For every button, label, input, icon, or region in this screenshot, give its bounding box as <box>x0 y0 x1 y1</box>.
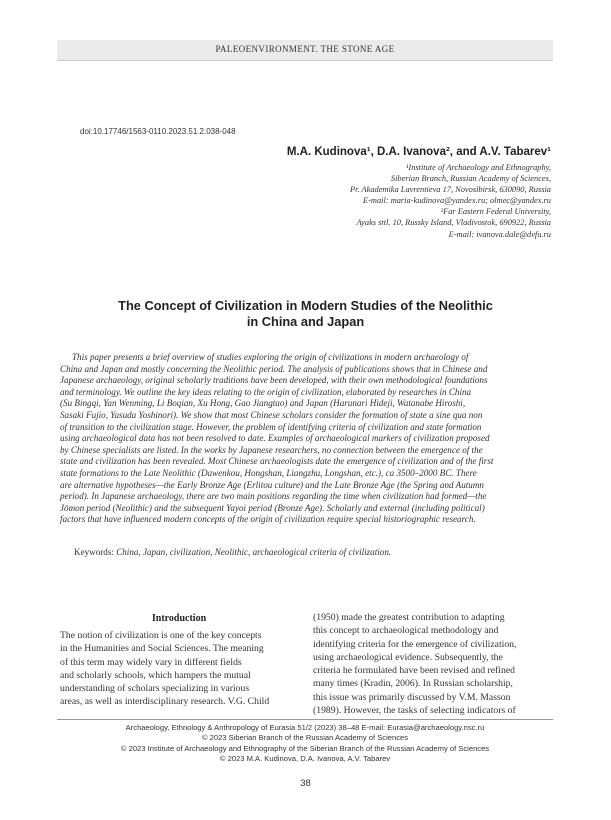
title-line: The Concept of Civilization in Modern Studies of the Neolithic <box>118 298 493 313</box>
body-line: (1950) made the greatest contribution to adapting <box>313 612 505 623</box>
body-line: this issue was primarily discussed by V.M. Masson <box>313 691 511 703</box>
paper-title <box>60 298 551 330</box>
affiliation-line: Siberian Branch, Russian Academy of Sciences, <box>390 174 551 184</box>
authors: M.A. Kudinova¹, D.A. Ivanova², and A.V. Tabarev¹ <box>286 146 551 158</box>
abstract-line: This paper presents a brief overview of studies exploring the origin of civilizations in modern archaeology of <box>72 352 469 362</box>
running-head: PALEOENVIRONMENT. THE STONE AGE <box>215 44 395 54</box>
abstract-line: state and civilization has been revealed. Most Chinese archaeologists date the emergence of civilization and of the first <box>60 456 494 467</box>
affiliations <box>350 162 551 240</box>
abstract-line: factors that have influenced modern concepts of the origin of civilization require special historiographic research. <box>60 514 476 525</box>
abstract-line: China and Japan and mostly concerning the Neolithic period. The analysis of publications shows that in Chinese and <box>60 363 488 374</box>
page-number: 38 <box>300 778 311 789</box>
abstract-line: are alternative hypotheses—the Early Bronze Age (Erlitou culture) and the Late Bronze Age (the Spring and Autumn <box>60 479 484 490</box>
abstract-line: Japanese archaeology, original scholarly traditions have been developed, with their own methodological foundations <box>60 375 488 386</box>
abstract-line: state formations to the Late Neolithic (Dawenkou, Hongshan, Liangzhu, Longshan, etc.), ca 3500–2000 BC. There <box>60 467 477 478</box>
left-column <box>60 629 300 709</box>
body-line: of this term may widely vary in different fields <box>60 656 242 668</box>
footer <box>57 723 553 764</box>
footer-journal-line: Archaeology, Ethnology & Anthropology of Eurasia 51/2 (2023) 38–48 E-mail: Eurasia@archaeology.nsc.ru <box>125 723 485 732</box>
affiliation-line: ¹Institute of Archaeology and Ethnography, <box>405 163 551 172</box>
abstract-line: Jōmon period (Neolithic) and the subsequent Yayoi period (Bronze Age). Scholarly and external (including political) <box>60 502 485 513</box>
body-line: this concept to archaeological methodology and <box>313 625 499 637</box>
title-line: in China and Japan <box>246 314 365 329</box>
abstract-line: period). In Japanese archaeology, there are two main positions regarding the time when civilization had formed—the <box>60 491 487 502</box>
abstract-line: Sasaki Fujio, Yasuda Yoshinori). We show that most Chinese scholars consider the formation of state a sine qua non <box>60 409 483 420</box>
keywords <box>74 547 391 557</box>
right-column <box>313 611 553 717</box>
body-line: in the Humanities and Social Sciences. The meaning <box>60 643 264 655</box>
abstract-line: by Chinese specialists are listed. In the works by Japanese researchers, no connection between the emergence of the <box>60 444 483 455</box>
running-head-band <box>57 40 553 61</box>
keywords-label: Keywords: <box>74 547 117 557</box>
footer-copyright-line: © 2023 M.A. Kudinova, D.A. Ivanova, A.V. Tabarev <box>219 753 391 763</box>
body-line: identifying criteria for the emergence of civilization, <box>313 638 517 650</box>
affiliation-line: ²Far Eastern Federal University, <box>440 207 551 217</box>
doi-line: doi:10.17746/1563-0110.2023.51.2.038-048 <box>80 127 236 136</box>
body-line: using archaeological evidence. Subsequently, the <box>313 651 503 663</box>
body-line: understanding of scholars specializing in various <box>60 683 250 695</box>
abstract-line: and terminology. We outline the key ideas relating to the origin of civilization, elaborated by researches in China <box>60 386 472 397</box>
body-line: many times (Kradin, 2006). In Russian scholarship, <box>313 678 513 690</box>
keywords-list: China, Japan, civilization, Neolithic, archaeological criteria of civilization. <box>116 547 392 557</box>
body-line: The notion of civilization is one of the key concepts <box>60 630 262 641</box>
affiliation-email: E-mail: maria-kudinova@yandex.ru; olmec@yandex.ru <box>363 196 551 206</box>
affiliation-line: Pr. Akademika Lavrentieva 17, Novosibirsk, 630090, Russia <box>350 185 551 195</box>
abstract <box>60 352 551 526</box>
body-line: (1989). However, the tasks of selecting indicators of <box>313 705 516 717</box>
section-heading-introduction: Introduction <box>151 613 207 624</box>
body-line: and scholarly schools, which hampers the mutual <box>60 669 251 681</box>
abstract-line: of transition to the civilization stage. However, the problem of identifying criteria of civilization and state formation <box>60 421 482 432</box>
affiliation-email: E-mail: ivanova.dale@dvfu.ru <box>448 229 551 239</box>
body-line: criteria he formulated have been revised and refined <box>313 665 515 677</box>
footer-copyright-line: © 2023 Institute of Archaeology and Ethnography of the Siberian Branch of the Russian Academy of Sciences <box>120 743 490 753</box>
abstract-line: using archaeological data has not been resolved to date. Examples of archaeological markers of civilization proposed <box>60 433 490 444</box>
footer-divider <box>57 719 553 720</box>
body-line: areas, as well as interdisciplinary research. V.G. Child <box>60 696 270 708</box>
footer-copyright-line: © 2023 Siberian Branch of the Russian Academy of Sciences <box>201 733 409 743</box>
affiliation-line: Ayaks sttl. 10, Russky Island, Vladivostok, 690922, Russia <box>356 218 551 228</box>
abstract-line: (Su Bingqi, Yan Wenming, Li Boqian, Xu Hong, Gao Jiangtao) and Japan (Harunari Hideji, Watanabe Hiroshi, <box>60 398 466 409</box>
